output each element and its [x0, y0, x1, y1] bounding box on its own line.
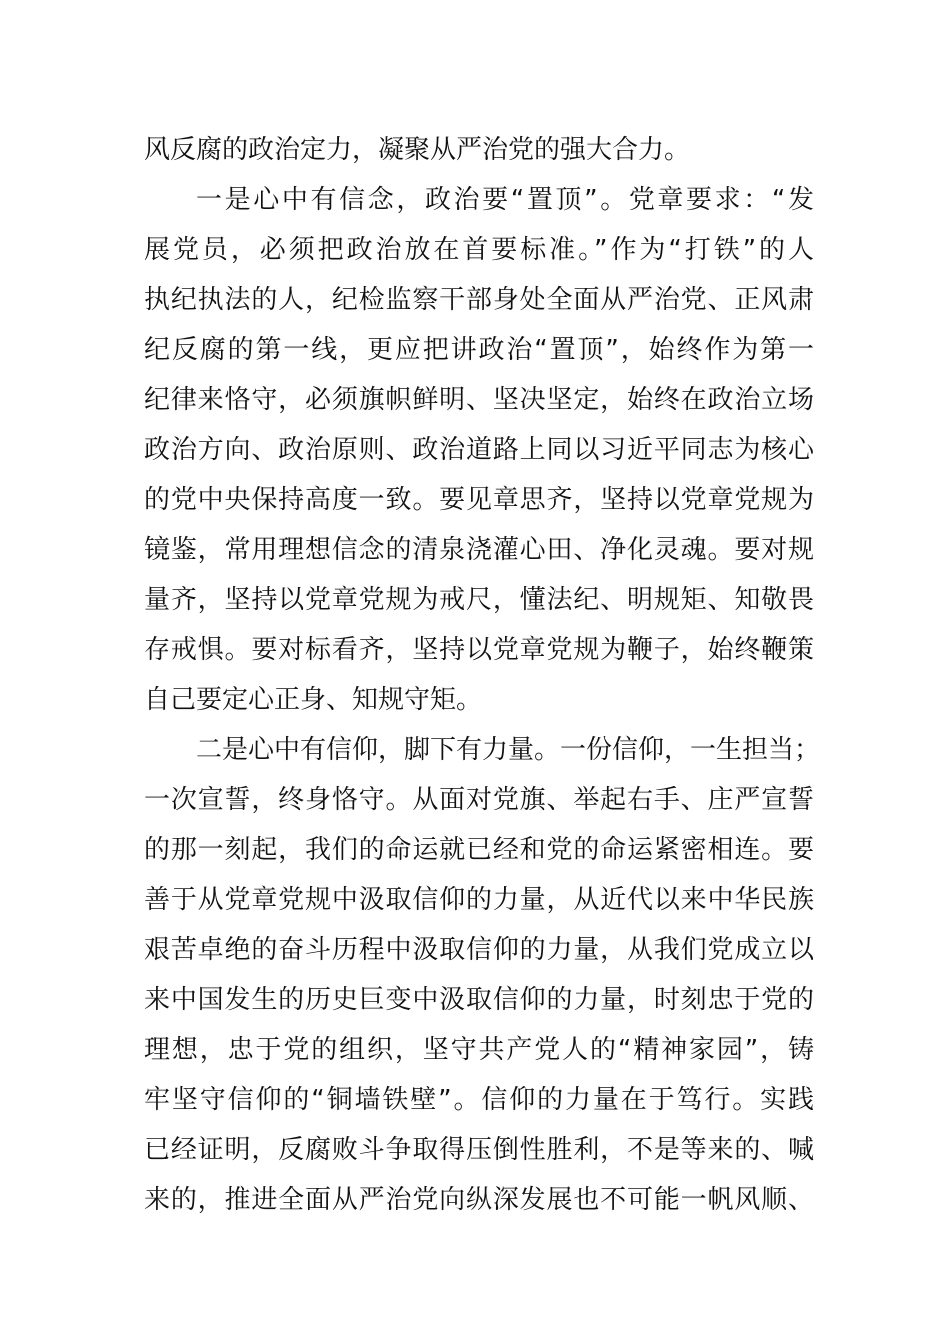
- text-line: 来中国发生的历史巨变中汲取信仰的力量，时刻忠于党的: [144, 985, 814, 1015]
- text-line: 理想，忠于党的组织，坚守共产党人的“精神家园”，铸: [144, 1035, 814, 1065]
- text-line: 一次宣誓，终身恪守。从面对党旗、举起右手、庄严宣誓: [144, 785, 814, 815]
- text-line: 执纪执法的人，纪检监察干部身处全面从严治党、正风肃: [144, 285, 814, 315]
- text-line: 的那一刻起，我们的命运就已经和党的命运紧密相连。要: [144, 835, 814, 865]
- text-line: 艰苦卓绝的奋斗历程中汲取信仰的力量，从我们党成立以: [144, 935, 814, 965]
- text-line: 的党中央保持高度一致。要见章思齐，坚持以党章党规为: [144, 485, 814, 515]
- text-line: 善于从党章党规中汲取信仰的力量，从近代以来中华民族: [144, 885, 814, 915]
- paragraph-1-first-line: 一是心中有信念，政治要“置顶”。党章要求：“发: [196, 185, 814, 215]
- text-line: 政治方向、政治原则、政治道路上同以习近平同志为核心: [144, 435, 814, 465]
- text-line: 风反腐的政治定力，凝聚从严治党的强大合力。: [144, 135, 691, 165]
- body-text: [144, 125, 821, 1225]
- paragraph-2-first-line: 二是心中有信仰，脚下有力量。一份信仰，一生担当；: [196, 735, 821, 765]
- text-line: 自己要定心正身、知规守矩。: [144, 685, 483, 715]
- text-line: 纪反腐的第一线，更应把讲政治“置顶”，始终作为第一: [144, 335, 814, 365]
- text-line: 镜鉴，常用理想信念的清泉浇灌心田、净化灵魂。要对规: [144, 535, 814, 565]
- text-line: 已经证明，反腐败斗争取得压倒性胜利，不是等来的、喊: [144, 1135, 814, 1165]
- text-line: 来的，推进全面从严治党向纵深发展也不可能一帆风顺、: [144, 1185, 814, 1215]
- text-line: 展党员，必须把政治放在首要标准。”作为“打铁”的人: [144, 235, 814, 265]
- text-line: 量齐，坚持以党章党规为戒尺，懂法纪、明规矩、知敬畏: [144, 585, 814, 615]
- text-line: 牢坚守信仰的“铜墙铁壁”。信仰的力量在于笃行。实践: [144, 1085, 814, 1115]
- text-line: 存戒惧。要对标看齐，坚持以党章党规为鞭子，始终鞭策: [144, 635, 814, 665]
- text-line: 纪律来恪守，必须旗帜鲜明、坚决坚定，始终在政治立场: [144, 385, 814, 415]
